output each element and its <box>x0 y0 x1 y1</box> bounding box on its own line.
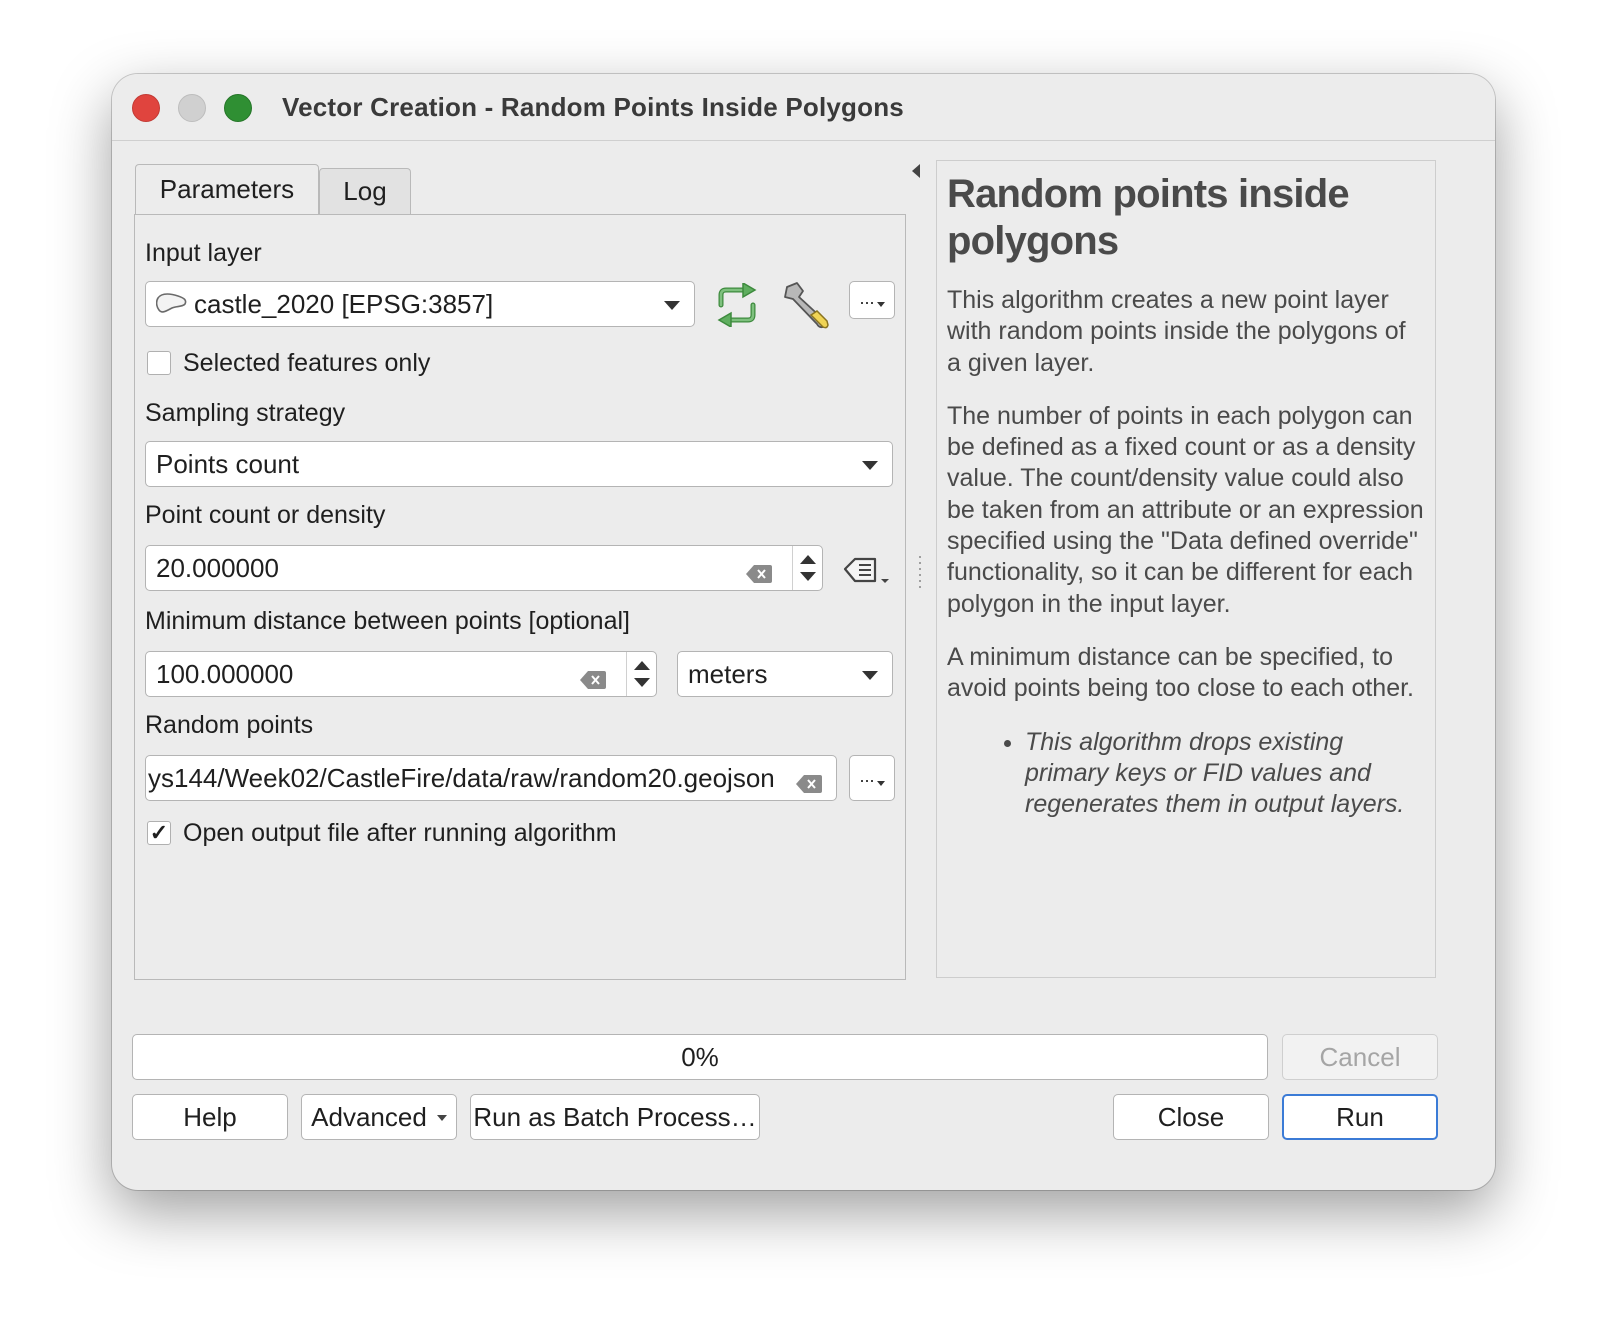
wrench-icon[interactable] <box>781 281 833 336</box>
cancel-button[interactable]: Cancel <box>1282 1034 1438 1080</box>
checkmark-icon: ✓ <box>149 820 169 845</box>
help-note: • This algorithm drops existing primary keys or FID values and regenerates them in output layers. <box>1025 727 1425 821</box>
sampling-strategy-label: Sampling strategy <box>145 399 346 427</box>
run-button[interactable]: Run <box>1282 1094 1438 1140</box>
help-panel <box>936 160 1436 978</box>
polygon-layer-icon <box>156 292 188 323</box>
spin-up-icon[interactable] <box>800 555 816 564</box>
chevron-down-icon <box>862 671 878 680</box>
open-output-checkbox[interactable] <box>147 821 171 845</box>
parameters-panel <box>134 214 906 980</box>
input-layer-value: castle_2020 [EPSG:3857] <box>194 288 494 319</box>
chevron-down-icon <box>877 781 885 786</box>
distance-unit-combo[interactable] <box>677 651 893 697</box>
progress-bar <box>132 1034 1268 1080</box>
help-paragraph-1: This algorithm creates a new point layer with random points inside the polygons of a given layer. <box>947 286 1406 377</box>
random-points-label: Random points <box>145 711 314 739</box>
data-defined-override-icon[interactable] <box>841 551 895 592</box>
point-count-spinner[interactable] <box>792 546 822 590</box>
spin-down-icon[interactable] <box>800 572 816 581</box>
output-browse-button[interactable] <box>849 755 895 801</box>
tab-log[interactable]: Log <box>319 168 411 214</box>
min-distance-spinner[interactable] <box>626 652 656 696</box>
spin-up-icon[interactable] <box>634 661 650 670</box>
help-notes-list <box>947 727 1425 821</box>
min-distance-input[interactable] <box>145 651 657 697</box>
open-output-label: Open output file after running algorithm <box>183 819 617 847</box>
advanced-button[interactable] <box>301 1094 457 1140</box>
selected-features-label: Selected features only <box>183 349 431 377</box>
min-distance-label: Minimum distance between points [optional] <box>145 607 630 635</box>
collapse-help-arrow-icon[interactable] <box>912 164 920 178</box>
tab-parameters[interactable]: Parameters <box>135 164 319 214</box>
sampling-strategy-value: Points count <box>156 448 300 479</box>
clear-icon[interactable] <box>580 665 606 683</box>
help-paragraph-3: A minimum distance can be specified, to avoid points being too close to each other. <box>947 642 1414 703</box>
close-window-button[interactable] <box>132 94 160 122</box>
browse-ellipsis: ... <box>859 765 875 786</box>
advanced-label: Advanced <box>311 1101 427 1132</box>
title-bar <box>112 74 1495 141</box>
progress-text: 0% <box>681 1041 719 1072</box>
min-distance-value: 100.000000 <box>156 658 294 689</box>
help-paragraph-2: The number of points in each polygon can be defined as a fixed count or as a density value. The count/density value could also be taken from an attribute or an expression specified using the "Data defined override" functionality, so it can be different for each polygon in the input layer. <box>947 401 1424 618</box>
chevron-down-icon <box>877 302 885 307</box>
selected-features-checkbox[interactable] <box>147 351 171 375</box>
clear-icon[interactable] <box>796 769 822 787</box>
input-layer-label: Input layer <box>145 239 262 267</box>
close-button[interactable]: Close <box>1113 1094 1269 1140</box>
refresh-icon[interactable] <box>713 283 761 332</box>
splitter-handle[interactable] <box>919 554 921 588</box>
spin-down-icon[interactable] <box>634 678 650 687</box>
minimize-window-button[interactable] <box>178 94 206 122</box>
output-file-value: ys144/Week02/CastleFire/data/raw/random20.geojson <box>148 762 775 793</box>
output-file-input[interactable] <box>145 755 837 801</box>
chevron-down-icon <box>862 461 878 470</box>
sampling-strategy-combo[interactable] <box>145 441 893 487</box>
dialog-window <box>112 74 1495 1190</box>
help-button[interactable]: Help <box>132 1094 288 1140</box>
point-count-value: 20.000000 <box>156 552 279 583</box>
point-count-label: Point count or density <box>145 501 386 529</box>
chevron-down-icon <box>437 1115 447 1121</box>
input-layer-combo[interactable] <box>145 281 695 327</box>
maximize-window-button[interactable] <box>224 94 252 122</box>
point-count-input[interactable] <box>145 545 823 591</box>
run-batch-button[interactable]: Run as Batch Process… <box>470 1094 760 1140</box>
help-heading: Random points inside polygons <box>947 172 1349 263</box>
window-title: Vector Creation - Random Points Inside Polygons <box>282 92 904 122</box>
clear-icon[interactable] <box>746 559 772 577</box>
browse-ellipsis: ... <box>859 287 875 308</box>
chevron-down-icon <box>664 301 680 310</box>
distance-unit-value: meters <box>688 658 768 689</box>
input-layer-options-button[interactable] <box>849 281 895 319</box>
